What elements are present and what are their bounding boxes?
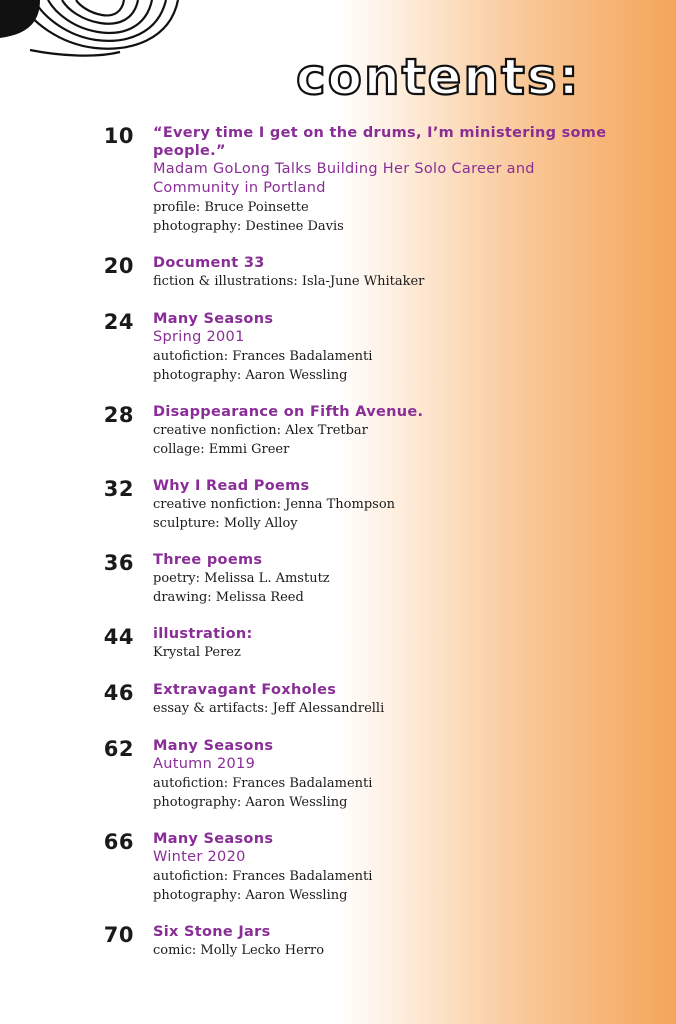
decorative-swirl-art [0,0,190,60]
entry-credit: photography: Aaron Wessling [153,368,348,383]
entry-headline: Many Seasons [153,311,274,327]
entry-details [153,681,623,718]
entry-subtitle: Autumn 2019 [153,756,256,772]
entry-credit: collage: Emmi Greer [153,442,290,457]
page-number: 44 [103,625,134,649]
entry-headline: Extravagant Foxholes [153,682,337,698]
page-number: 36 [103,551,134,575]
entry-details [153,551,623,607]
entry-credit: drawing: Melissa Reed [153,590,304,605]
entry-headline: Disappearance on Fifth Avenue. [153,404,424,420]
entry-headline: Why I Read Poems [153,478,310,494]
entry-details [153,403,623,459]
entry-headline: “Every time I get on the drums, I’m ministering some people.” [153,125,607,159]
entry-credit: autofiction: Frances Badalamenti [153,869,373,884]
entry-details [153,477,623,533]
entry-credit: poetry: Melissa L. Amstutz [153,571,330,586]
entry-credit: Krystal Perez [153,645,241,660]
page-number: 62 [103,737,134,761]
entry-credit: creative nonfiction: Alex Tretbar [153,423,368,438]
entry-details [153,923,623,960]
entry-details [153,254,623,291]
entry-credit: photography: Destinee Davis [153,219,344,234]
entry-details [153,830,623,905]
entry-details [153,124,623,236]
page-number: 66 [103,830,134,854]
entry-credit: comic: Molly Lecko Herro [153,943,325,958]
entry-subtitle: Madam GoLong Talks Building Her Solo Career and Community in Portland [153,161,535,196]
entry-headline: illustration: [153,626,253,642]
entry-subtitle: Spring 2001 [153,329,245,345]
contents-title: contents: [296,48,581,106]
entry-credit: autofiction: Frances Badalamenti [153,349,373,364]
page-number: 20 [103,254,134,278]
entry-headline: Three poems [153,552,263,568]
entry-subtitle: Winter 2020 [153,849,246,865]
page-number: 10 [103,124,134,148]
entry-credit: creative nonfiction: Jenna Thompson [153,497,396,512]
entry-credit: fiction & illustrations: Isla-June Whitaker [153,274,425,289]
entry-details [153,737,623,812]
page-number: 28 [103,403,134,427]
entry-credit: autofiction: Frances Badalamenti [153,776,373,791]
entry-headline: Document 33 [153,255,265,271]
entry-credit: essay & artifacts: Jeff Alessandrelli [153,701,385,716]
entry-credit: profile: Bruce Poinsette [153,200,309,215]
page-number: 24 [103,310,134,334]
entry-headline: Many Seasons [153,831,274,847]
page-number: 70 [103,923,134,947]
entry-details [153,310,623,385]
entry-credit: sculpture: Molly Alloy [153,516,298,531]
entry-details [153,625,623,662]
page-number: 32 [103,477,134,501]
entry-headline: Many Seasons [153,738,274,754]
entry-credit: photography: Aaron Wessling [153,888,348,903]
entry-headline: Six Stone Jars [153,924,271,940]
page-number: 46 [103,681,134,705]
entry-credit: photography: Aaron Wessling [153,795,348,810]
